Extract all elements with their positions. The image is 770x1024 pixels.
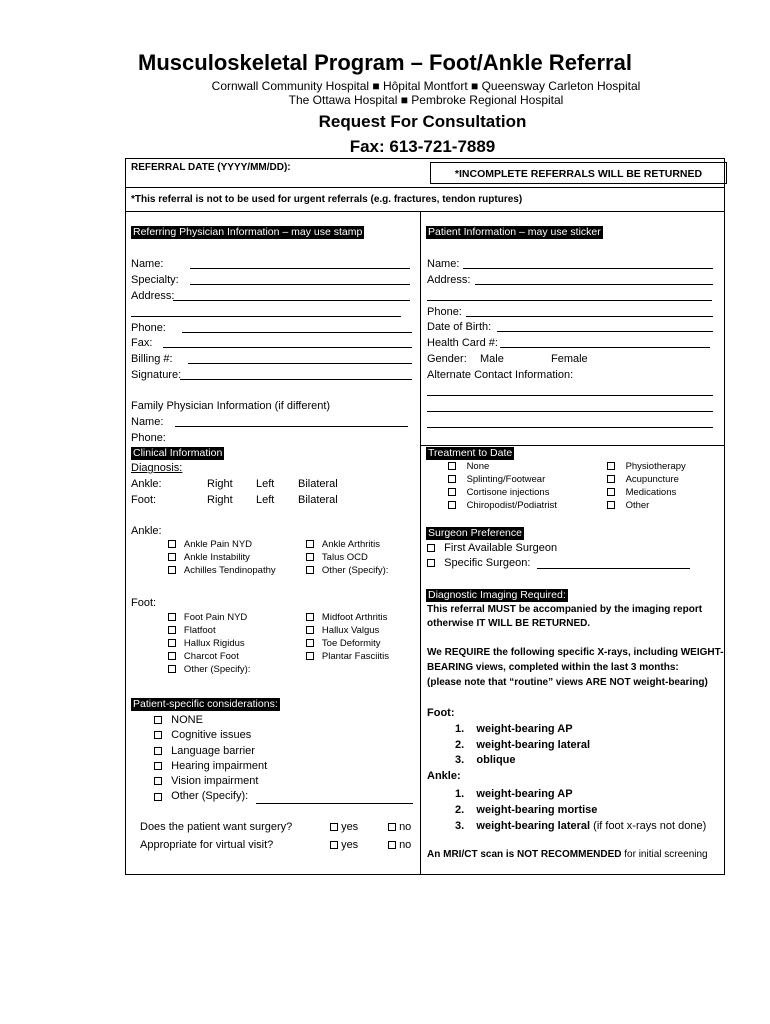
checkbox-icon[interactable] [306, 639, 314, 647]
alternate-contact-label: Alternate Contact Information: [427, 369, 574, 381]
checkbox-icon[interactable] [448, 475, 456, 483]
foot-xray-list [455, 722, 590, 769]
list-item: 1. weight-bearing AP [455, 723, 573, 735]
checkbox-label: Other (Specify): [171, 790, 249, 803]
checkbox-item[interactable] [154, 744, 267, 759]
checkbox-label: Ankle Arthritis [321, 539, 380, 550]
divider [125, 187, 725, 188]
gender-male[interactable]: Male [480, 353, 504, 365]
family-name-field[interactable] [175, 426, 408, 427]
ankle-conditions-col1 [168, 538, 276, 577]
divider [420, 445, 725, 446]
checkbox-item[interactable] [168, 663, 250, 676]
surgery-no[interactable] [388, 820, 411, 834]
virtual-yes[interactable] [330, 838, 358, 852]
health-card-label: Health Card #: [427, 337, 498, 349]
checkbox-label: Physiotherapy [625, 461, 686, 472]
no-label: no [399, 821, 412, 833]
patient-name-label: Name: [427, 258, 460, 270]
checkbox-item[interactable] [448, 499, 557, 512]
imaging-require-2: BEARING views, completed within the last 3 months: [427, 662, 679, 673]
checkbox-label: Other [625, 500, 650, 511]
xray-view: weight-bearing AP [476, 788, 573, 800]
checkbox-icon[interactable] [154, 747, 162, 755]
checkbox-icon[interactable] [448, 488, 456, 496]
checkbox-icon[interactable] [448, 501, 456, 509]
checkbox-item[interactable] [306, 637, 389, 650]
physician-name-field[interactable] [190, 268, 410, 269]
clinical-header: Clinical Information [133, 447, 223, 459]
checkbox-icon[interactable] [154, 777, 162, 785]
checkbox-label: Achilles Tendinopathy [183, 565, 276, 576]
checkbox-item[interactable] [168, 611, 250, 624]
incomplete-notice: *INCOMPLETE REFERRALS WILL BE RETURNED [430, 162, 727, 184]
yes-label: yes [341, 839, 359, 851]
fax-number: Fax: 613-721-7889 [349, 137, 496, 156]
checkbox-item[interactable] [168, 564, 276, 577]
checkbox-icon[interactable] [168, 566, 176, 574]
checkbox-icon[interactable] [330, 823, 338, 831]
checkbox-icon[interactable] [607, 462, 615, 470]
checkbox-item[interactable] [306, 564, 388, 577]
family-physician-title: Family Physician Information (if different) [131, 400, 331, 412]
list-item: 1. weight-bearing AP [455, 788, 573, 800]
mri-note [427, 848, 708, 862]
ankle-conditions-col2 [306, 538, 388, 577]
checkbox-icon[interactable] [154, 762, 162, 770]
treatment-col1 [448, 460, 557, 512]
checkbox-item[interactable] [168, 624, 250, 637]
checkbox-label: Language barrier [171, 744, 255, 757]
patient-address-field-2[interactable] [427, 300, 712, 301]
address-field[interactable] [173, 300, 410, 301]
imaging-header: Diagnostic Imaging Required: [428, 589, 566, 601]
family-phone-label: Phone: [131, 432, 166, 444]
list-item: 3. oblique [455, 754, 516, 766]
patient-header: Patient Information – may use sticker [428, 226, 601, 238]
alternate-field-3[interactable] [427, 427, 713, 428]
checkbox-icon[interactable] [168, 665, 176, 673]
checkbox-icon[interactable] [154, 731, 162, 739]
checkbox-icon[interactable] [154, 793, 162, 801]
dob-label: Date of Birth: [427, 321, 492, 333]
referral-date-label: REFERRAL DATE (YYYY/MM/DD): [131, 162, 291, 173]
subtitle: Request For Consultation [318, 112, 527, 131]
imaging-require-1: We REQUIRE the following specific X-rays, including WEIGHT- [427, 647, 724, 658]
physician-name-label: Name: [131, 258, 164, 270]
checkbox-item[interactable] [306, 551, 388, 564]
checkbox-item[interactable] [306, 611, 389, 624]
no-label: no [399, 839, 412, 851]
checkbox-icon[interactable] [607, 488, 615, 496]
checkbox-item[interactable] [154, 789, 267, 804]
address-field-2[interactable] [131, 316, 401, 317]
urgent-warning: *This referral is not to be used for urgent referrals (e.g. fractures, tendon ruptures) [131, 194, 523, 205]
xray-view: weight-bearing lateral [476, 820, 591, 832]
foot-section-label: Foot: [131, 597, 157, 609]
checkbox-label: Splinting/Footwear [466, 474, 546, 485]
virtual-no[interactable] [388, 838, 411, 852]
checkbox-label: Hallux Valgus [321, 625, 380, 636]
list-item: 3. weight-bearing lateral (if foot x-rays not done) [455, 820, 707, 832]
checkbox-label: Cortisone injections [466, 487, 550, 498]
signature-label: Signature: [131, 369, 182, 381]
patient-address-field[interactable] [475, 284, 713, 285]
mri-note-bold: An MRI/CT scan is NOT RECOMMENDED [427, 849, 622, 860]
list-item: 2. weight-bearing mortise [455, 804, 598, 816]
ankle-left[interactable]: Left [256, 478, 275, 490]
virtual-question: Appropriate for virtual visit? [140, 839, 274, 851]
ankle-section-label: Ankle: [131, 525, 162, 537]
diagnosis-ankle-label: Ankle: [131, 478, 162, 490]
checkbox-label: Acupuncture [625, 474, 679, 485]
checkbox-label: Specific Surgeon: [444, 557, 531, 569]
checkbox-item[interactable] [168, 538, 276, 551]
ankle-note: (if foot x-rays not done) [590, 820, 707, 832]
phone-label: Phone: [131, 322, 166, 334]
other-specify-field[interactable] [256, 803, 413, 804]
dob-field[interactable] [497, 331, 713, 332]
specific-surgeon-option[interactable] [427, 556, 530, 570]
checkbox-item[interactable] [154, 774, 267, 789]
ankle-xray-list [455, 786, 706, 834]
foot-conditions-col2 [306, 611, 389, 663]
list-item: 2. weight-bearing lateral [455, 738, 591, 751]
checkbox-label: Midfoot Arthritis [321, 612, 388, 623]
surgery-yes[interactable] [330, 820, 358, 834]
checkbox-label: Other (Specify): [183, 664, 251, 675]
address-label: Address: [131, 290, 175, 302]
checkbox-label: Toe Deformity [321, 638, 381, 649]
page-title: Musculoskeletal Program – Foot/Ankle Referral [138, 50, 632, 75]
checkbox-item[interactable] [607, 473, 686, 486]
checkbox-icon[interactable] [448, 462, 456, 470]
imaging-require-3: (please note that “routine” views ARE NOT weight-bearing) [427, 677, 708, 688]
checkbox-icon[interactable] [607, 475, 615, 483]
checkbox-icon[interactable] [168, 540, 176, 548]
checkbox-label: Chiropodist/Podiatrist [466, 500, 557, 511]
specialty-field[interactable] [190, 284, 410, 285]
alternate-field-2[interactable] [427, 411, 713, 412]
checkbox-icon[interactable] [306, 626, 314, 634]
hospitals-line-1: Cornwall Community Hospital ■ Hôpital Montfort ■ Queensway Carleton Hospital [211, 79, 641, 93]
checkbox-item[interactable] [448, 473, 557, 486]
ankle-bilateral[interactable]: Bilateral [298, 478, 338, 490]
imaging-must-2: otherwise IT WILL BE RETURNED. [427, 618, 591, 629]
checkbox-icon[interactable] [168, 553, 176, 561]
checkbox-icon[interactable] [168, 652, 176, 660]
checkbox-label: Cognitive issues [171, 729, 252, 742]
patient-phone-label: Phone: [427, 306, 462, 318]
checkbox-icon[interactable] [388, 841, 396, 849]
xray-view: oblique [476, 754, 516, 766]
xray-view: weight-bearing AP [476, 723, 573, 735]
specific-surgeon-field[interactable] [537, 568, 690, 569]
alternate-field-1[interactable] [427, 395, 713, 396]
xray-view: weight-bearing mortise [476, 804, 598, 816]
checkbox-label: Other (Specify): [321, 565, 389, 576]
divider [125, 211, 725, 212]
checkbox-label: Talus OCD [321, 552, 368, 563]
checkbox-item[interactable] [154, 713, 267, 728]
surgery-question: Does the patient want surgery? [140, 821, 293, 833]
checkbox-icon[interactable] [168, 613, 176, 621]
checkbox-item[interactable] [306, 624, 389, 637]
checkbox-item[interactable] [168, 650, 250, 663]
gender-female[interactable]: Female [551, 353, 588, 365]
mri-note-rest: for initial screening [621, 849, 708, 860]
checkbox-item[interactable] [306, 538, 388, 551]
considerations-list [154, 713, 267, 805]
checkbox-item[interactable] [168, 637, 250, 650]
checkbox-item[interactable] [607, 499, 686, 512]
checkbox-label: Vision impairment [171, 775, 259, 788]
checkbox-icon[interactable] [306, 540, 314, 548]
patient-name-field[interactable] [463, 268, 713, 269]
checkbox-item[interactable] [607, 486, 686, 499]
family-name-label: Name: [131, 416, 164, 428]
checkbox-item[interactable] [154, 759, 267, 774]
checkbox-icon[interactable] [388, 823, 396, 831]
treatment-header: Treatment to Date [428, 447, 513, 459]
checkbox-label: NONE [171, 714, 203, 726]
checkbox-label: First Available Surgeon [444, 542, 558, 554]
first-available-option[interactable] [427, 541, 557, 555]
checkbox-label: Medications [625, 487, 677, 498]
billing-field[interactable] [188, 363, 412, 364]
imaging-ankle-label: Ankle: [427, 770, 461, 782]
checkbox-item[interactable] [448, 486, 557, 499]
checkbox-icon[interactable] [306, 652, 314, 660]
fax-label: Fax: [131, 337, 153, 349]
checkbox-label: None [466, 461, 490, 472]
checkbox-label: Plantar Fasciitis [321, 651, 389, 662]
imaging-must-1: This referral MUST be accompanied by the imaging report [427, 604, 703, 615]
checkbox-item[interactable] [154, 728, 267, 743]
checkbox-label: Foot Pain NYD [183, 612, 248, 623]
checkbox-icon[interactable] [168, 626, 176, 634]
foot-conditions-col1 [168, 611, 250, 676]
specialty-label: Specialty: [131, 274, 179, 286]
phone-field[interactable] [182, 332, 412, 333]
checkbox-label: Ankle Instability [183, 552, 250, 563]
column-divider [420, 211, 421, 875]
patient-address-label: Address: [427, 274, 471, 286]
signature-field[interactable] [180, 379, 412, 380]
diagnosis-label: Diagnosis: [131, 462, 183, 474]
foot-bilateral[interactable]: Bilateral [298, 494, 338, 506]
checkbox-icon[interactable] [168, 639, 176, 647]
checkbox-item[interactable] [306, 650, 389, 663]
checkbox-icon[interactable] [306, 553, 314, 561]
ankle-right[interactable]: Right [207, 478, 233, 490]
checkbox-label: Ankle Pain NYD [183, 539, 253, 550]
checkbox-item[interactable] [448, 460, 557, 473]
checkbox-icon[interactable] [154, 716, 162, 724]
checkbox-icon[interactable] [330, 841, 338, 849]
checkbox-label: Hallux Rigidus [183, 638, 245, 649]
checkbox-item[interactable] [168, 551, 276, 564]
imaging-foot-label: Foot: [427, 707, 455, 719]
fax-field[interactable] [163, 347, 412, 348]
health-card-field[interactable] [500, 347, 710, 348]
treatment-col2 [607, 460, 686, 512]
checkbox-label: Charcot Foot [183, 651, 239, 662]
hospitals-line-2: The Ottawa Hospital ■ Pembroke Regional Hospital [288, 93, 564, 107]
patient-phone-field[interactable] [466, 316, 713, 317]
checkbox-icon[interactable] [306, 613, 314, 621]
checkbox-label: Hearing impairment [171, 759, 268, 772]
diagnosis-foot-label: Foot: [131, 494, 157, 506]
checkbox-icon[interactable] [306, 566, 314, 574]
checkbox-icon[interactable] [427, 559, 435, 567]
yes-label: yes [341, 821, 359, 833]
checkbox-icon[interactable] [607, 501, 615, 509]
checkbox-item[interactable] [607, 460, 686, 473]
xray-view: weight-bearing lateral [476, 738, 591, 751]
foot-left[interactable]: Left [256, 494, 275, 506]
foot-right[interactable]: Right [207, 494, 233, 506]
physician-header: Referring Physician Information – may use stamp [133, 226, 363, 238]
surgeon-header: Surgeon Preference [428, 527, 522, 539]
checkbox-icon[interactable] [427, 544, 435, 552]
billing-label: Billing #: [131, 353, 173, 365]
gender-label: Gender: [427, 353, 467, 365]
checkbox-label: Flatfoot [183, 625, 216, 636]
considerations-header: Patient-specific considerations: [133, 698, 278, 710]
